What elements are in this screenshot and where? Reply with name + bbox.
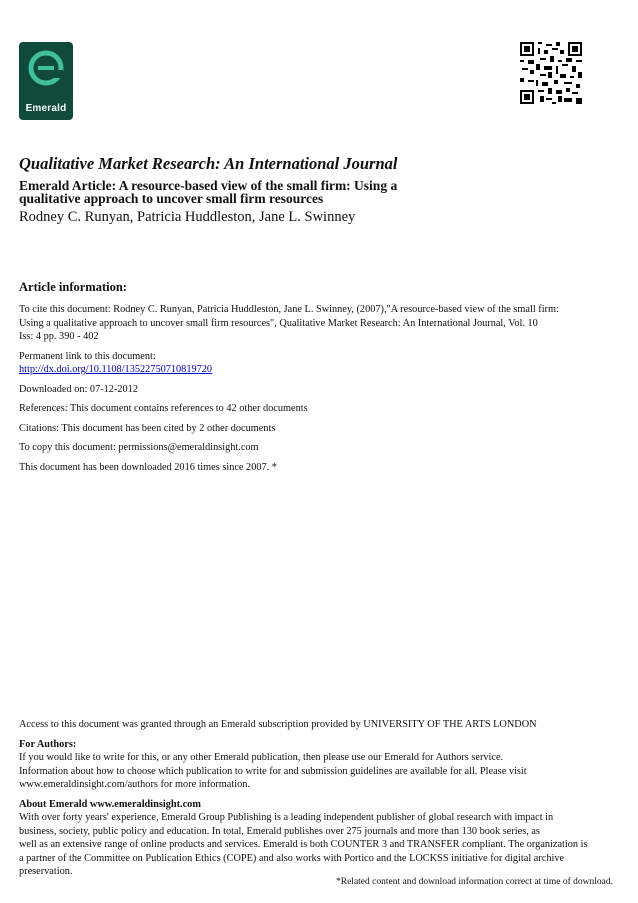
article-title-line: Emerald Article: A resource-based view of the small firm: Using a	[19, 178, 398, 193]
for-authors-line: www.emeraldinsight.com/authors for more information.	[19, 779, 250, 790]
copy-permissions: To copy this document: permissions@emeraldinsight.com	[19, 442, 259, 453]
about-line: business, society, public policy and education. In total, Emerald publishes over 275 journals and more than 130 book series, as	[19, 825, 540, 837]
article-information	[19, 280, 619, 480]
authors: Rodney C. Runyan, Patricia Huddleston, Jane L. Swinney	[19, 209, 356, 225]
article-title	[19, 179, 489, 205]
access-and-about	[19, 718, 619, 885]
citation	[19, 303, 619, 344]
about-emerald-section	[19, 798, 619, 879]
article-title-line: qualitative approach to uncover small firm resources	[19, 191, 324, 206]
journal-title: Qualitative Market Research: An International Journal	[19, 154, 398, 173]
qr-code	[520, 42, 582, 104]
for-authors-section	[19, 738, 619, 792]
permanent-link	[19, 350, 619, 377]
citations-count: Citations: This document has been cited by 2 other documents	[19, 422, 276, 434]
about-line: well as an extensive range of online products and services. Emerald is both COUNTER 3 and TRANSFER compliant. The organization is	[19, 839, 588, 850]
about-line: a partner of the Committee on Publication Ethics (COPE) and also works with Portico and the LOCKSS initiative for digital archive	[19, 852, 565, 864]
references-count: References: This document contains references to 42 other documents	[19, 403, 308, 414]
for-authors-line: If you would like to write for this, or any other Emerald publication, then please use our Emerald for Authors service.	[19, 752, 504, 763]
citation-line: Using a qualitative approach to uncover small firm resources", Qualitative Market Research: An International Journal, Vol. 10	[19, 317, 538, 329]
about-emerald-heading: About Emerald www.emeraldinsight.com	[19, 798, 201, 810]
for-authors-heading: For Authors:	[19, 738, 77, 750]
access-statement: Access to this document was granted through an Emerald subscription provided by UNIVERSITY OF THE ARTS LONDON	[19, 719, 537, 730]
article-info-heading: Article information:	[19, 280, 127, 294]
permalink-label: Permanent link to this document:	[19, 350, 156, 362]
downloaded-on: Downloaded on: 07-12-2012	[19, 383, 138, 395]
logo-text: Emerald	[25, 103, 67, 114]
footer-note: *Related content and download information correct at time of download.	[336, 877, 613, 887]
citation-line: To cite this document: Rodney C. Runyan, Patricia Huddleston, Jane L. Swinney, (2007),"A resource-based view of the small firm:	[19, 304, 559, 315]
emerald-e-icon	[26, 48, 66, 92]
download-count: This document has been downloaded 2016 times since 2007. *	[19, 461, 277, 473]
about-line: preservation.	[19, 866, 73, 877]
qr-code-icon	[520, 42, 582, 104]
about-line: With over forty years' experience, Emerald Group Publishing is a leading independent publisher of global research with impact in	[19, 812, 554, 823]
for-authors-line: Information about how to choose which publication to write for and submission guidelines are available for all. Please visit	[19, 765, 527, 777]
citation-line: Iss: 4 pp. 390 - 402	[19, 331, 99, 342]
permalink-link[interactable]: http://dx.doi.org/10.1108/13522750710819720	[19, 364, 213, 375]
emerald-logo	[19, 42, 73, 120]
